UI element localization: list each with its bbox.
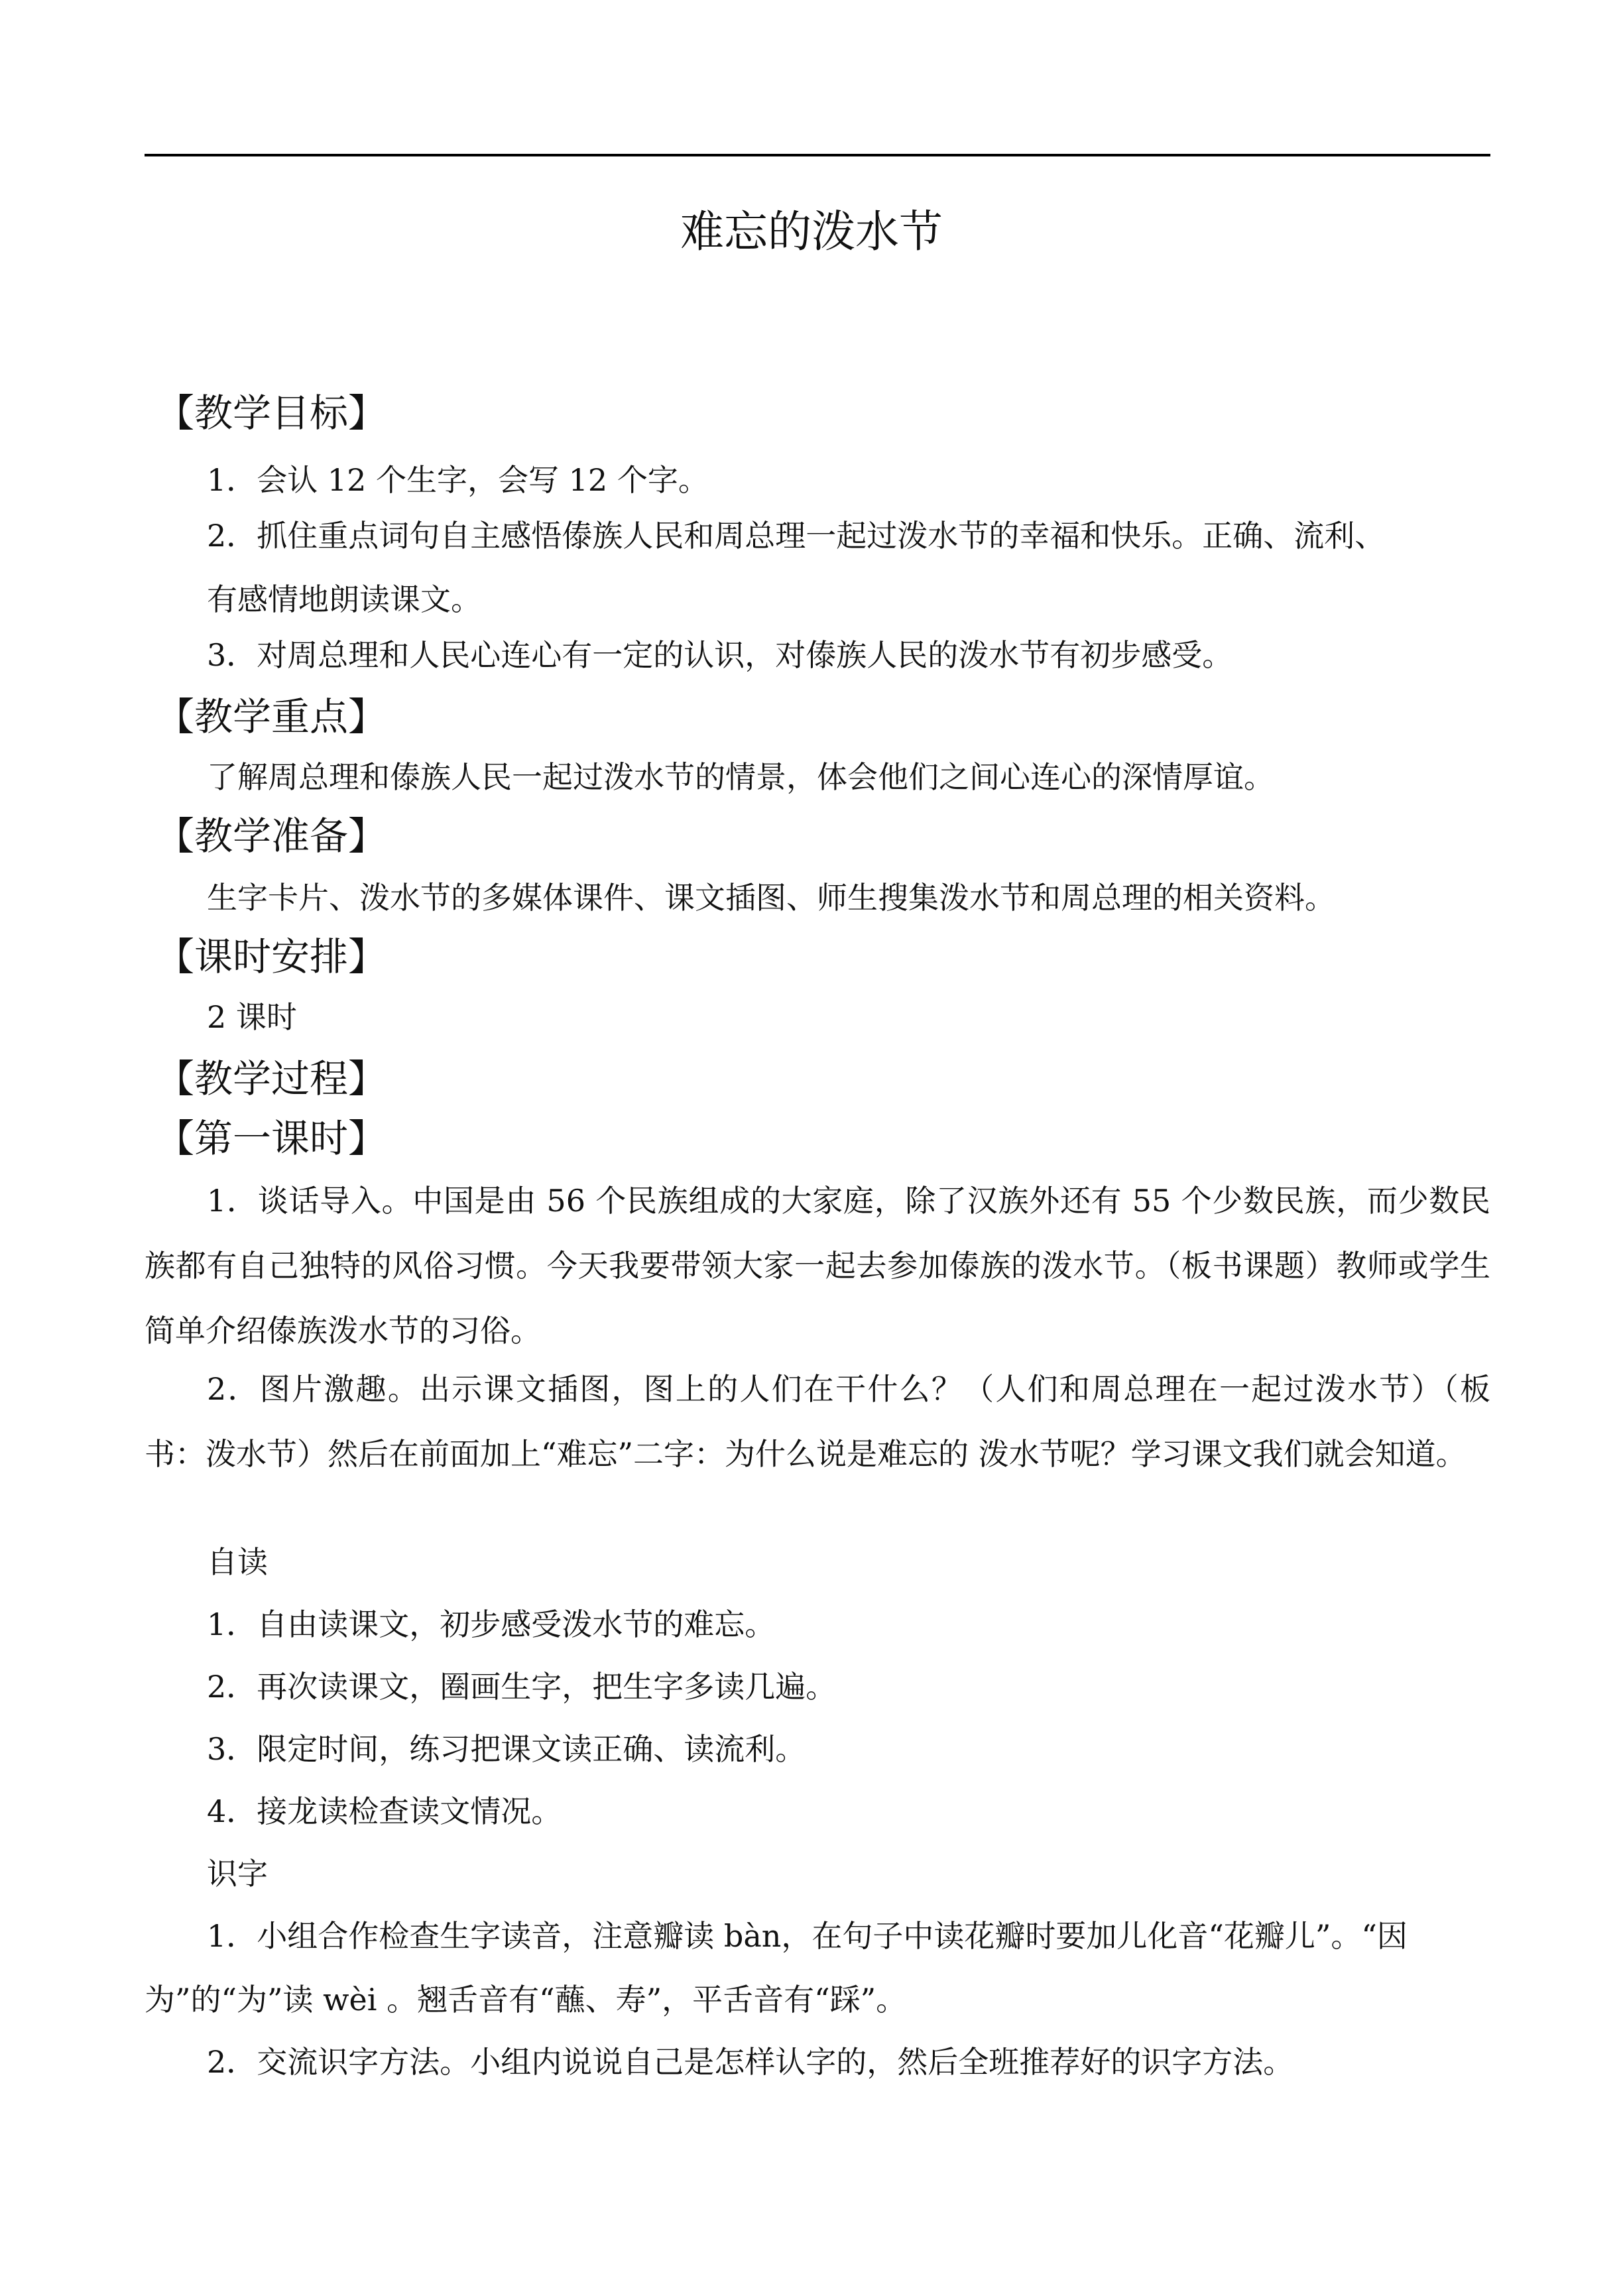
reading-step-2: 2．再次读课文，圈画生字，把生字多读几遍。: [207, 1669, 837, 1705]
goal-item-1: 1．会认 12 个生字，会写 12 个字。: [207, 462, 709, 498]
reading-step-1: 1．自由读课文，初步感受泼水节的难忘。: [207, 1606, 776, 1642]
heading-teaching-process: 【教学过程】: [156, 1056, 387, 1101]
literacy-step-1-continued: 为”的“为”读 wèi 。翘舌音有“蘸、寿”，平舌音有“踩”。: [145, 1982, 907, 2018]
heading-key-points: 【教学重点】: [156, 694, 387, 739]
lesson-paragraph-picture: 2．图片激趣。出示课文插图，图上的人们在干什么？（人们和周总理在一起过泼水节）（板书：泼水节）然后在前面加上“难忘”二字：为什么说是难忘的 泼水节呢？学习课文我们就会知道。: [145, 1371, 1490, 1472]
key-points-text: 了解周总理和傣族人民一起过泼水节的情景，体会他们之间心连心的深情厚谊。: [207, 759, 1274, 795]
heading-preparation: 【教学准备】: [156, 814, 387, 859]
goal-item-2-continued: 有感情地朗读课文。: [207, 581, 481, 617]
page-title: 难忘的泼水节: [680, 206, 943, 257]
lesson-paragraph-intro: 1．谈话导入。中国是由 56 个民族组成的大家庭，除了汉族外还有 55 个少数民族，而少数民族都有自己独特的风俗习惯。今天我要带领大家一起去参加傣族的泼水节。（板书课题）教师或学生简单介绍傣族泼水节的习俗。: [145, 1183, 1490, 1349]
literacy-step-2: 2．交流识字方法。小组内说说自己是怎样认字的，然后全班推荐好的识字方法。: [207, 2044, 1294, 2080]
header-rule: [145, 154, 1490, 156]
goal-item-3: 3．对周总理和人民心连心有一定的认识，对傣族人民的泼水节有初步感受。: [207, 637, 1233, 673]
literacy-step-1: 1．小组合作检查生字读音，注意瓣读 bàn，在句子中读花瓣时要加儿化音“花瓣儿”。“因: [207, 1918, 1408, 1954]
subheading-literacy: 识字: [207, 1856, 268, 1892]
preparation-text: 生字卡片、泼水节的多媒体课件、课文插图、师生搜集泼水节和周总理的相关资料。: [207, 880, 1335, 916]
heading-teaching-goals: 【教学目标】: [156, 391, 387, 436]
schedule-text: 2 课时: [207, 999, 297, 1035]
reading-step-4: 4．接龙读检查读文情况。: [207, 1793, 562, 1829]
subheading-self-reading: 自读: [207, 1544, 268, 1580]
goal-item-2: 2．抓住重点词句自主感悟傣族人民和周总理一起过泼水节的幸福和快乐。正确、流利、: [207, 518, 1386, 554]
reading-step-3: 3．限定时间，练习把课文读正确、读流利。: [207, 1731, 806, 1767]
heading-schedule: 【课时安排】: [156, 934, 387, 979]
heading-first-lesson: 【第一课时】: [156, 1116, 387, 1161]
